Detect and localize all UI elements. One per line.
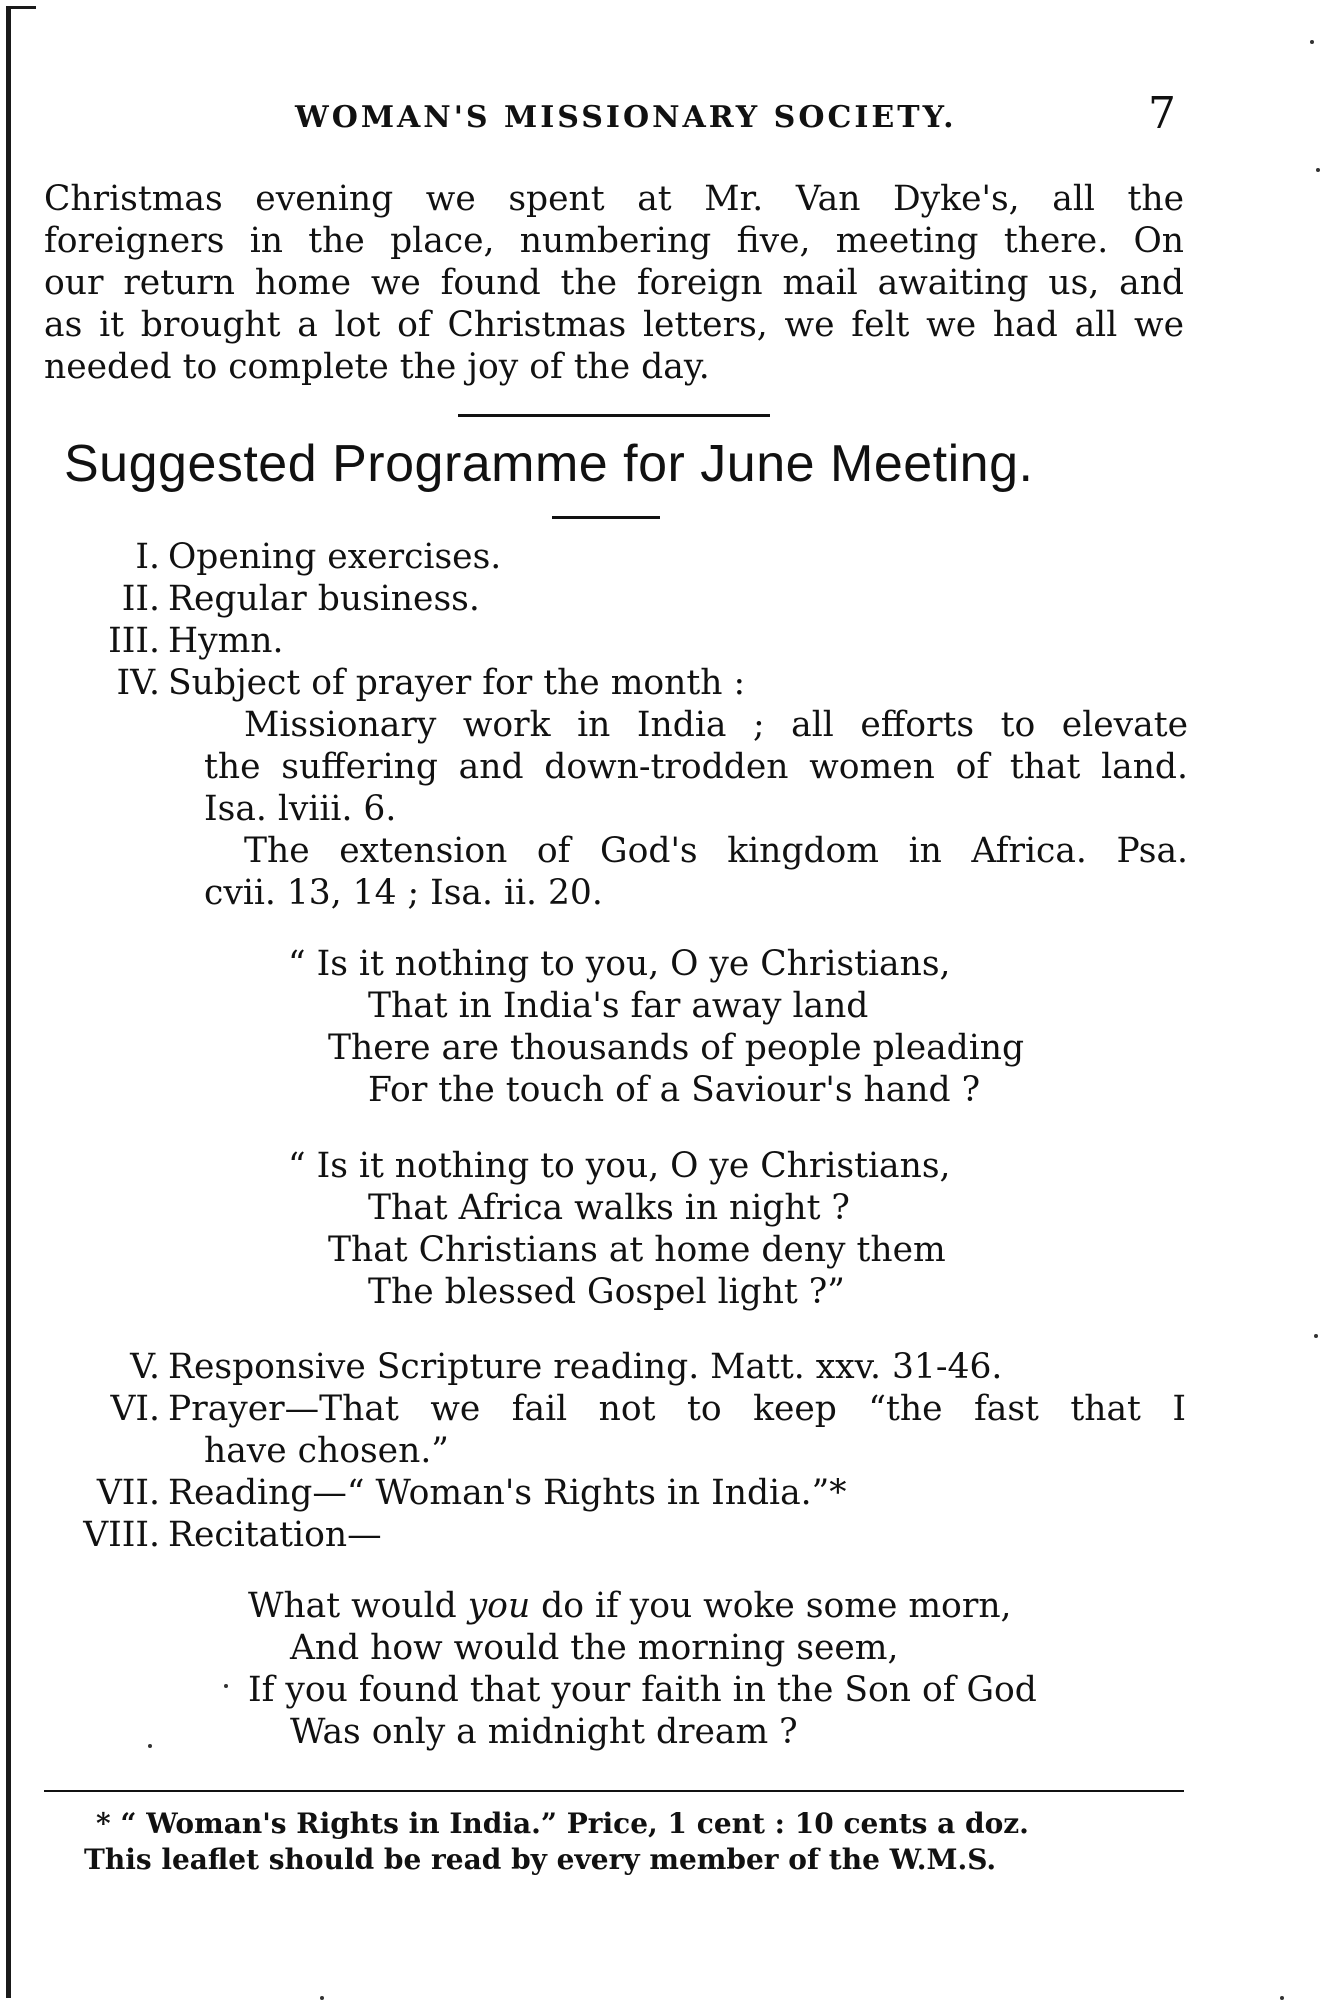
scan-speck [1280, 1996, 1284, 2000]
item-number: VI. [110, 1389, 160, 1429]
page-edge-shadow [6, 8, 11, 1998]
scan-speck [1316, 168, 1320, 172]
scan-speck [320, 1996, 324, 2000]
item-text: Prayer—That we fail not to keep “the fast that I [168, 1389, 1186, 1429]
recitation-line [248, 1586, 1012, 1628]
item-text: Recitation— [168, 1515, 382, 1555]
page-number: 7 [1148, 88, 1176, 139]
recitation-text: What would [248, 1586, 468, 1626]
prayer-subject-line: cvii. 13, 14 ; Isa. ii. 20. [204, 873, 603, 913]
intro-line: foreigners in the place, numbering five, meeting there. On [44, 221, 1184, 261]
recitation-line: If you found that your faith in the Son of God [248, 1670, 1037, 1710]
intro-line: our return home we found the foreign mail awaiting us, and [44, 263, 1184, 303]
prayer-subject-line: Missionary work in India ; all efforts to elevate [244, 705, 1188, 745]
poem-line: There are thousands of people pleading [328, 1028, 1025, 1068]
recitation-line: And how would the morning seem, [290, 1628, 899, 1668]
heading-underline [552, 516, 660, 519]
scan-speck [224, 1684, 228, 1688]
scan-speck [1314, 1334, 1318, 1338]
poem-line: “ Is it nothing to you, O ye Christians, [288, 944, 951, 984]
item-text: Hymn. [168, 621, 284, 661]
scan-speck [148, 1744, 152, 1748]
item-number: II. [121, 579, 160, 619]
footnote-line: This leaflet should be read by every member of the W.M.S. [84, 1843, 997, 1876]
footnote-line: * “ Woman's Rights in India.” Price, 1 cent : 10 cents a doz. [96, 1807, 1029, 1840]
section-divider [458, 414, 770, 417]
recitation-emphasis: you [467, 1586, 531, 1626]
poem-line: The blessed Gospel light ?” [368, 1272, 845, 1312]
intro-paragraph [44, 178, 1184, 388]
poem-line: “ Is it nothing to you, O ye Christians, [288, 1146, 951, 1186]
prayer-subject-line: The extension of God's kingdom in Africa. Psa. [244, 831, 1188, 871]
intro-line: needed to complete the joy of the day. [44, 347, 710, 387]
scan-speck [1310, 40, 1314, 44]
poem-line: For the touch of a Saviour's hand ? [368, 1070, 981, 1110]
recitation-line: Was only a midnight dream ? [290, 1712, 798, 1752]
item-text: Responsive Scripture reading. Matt. xxv. 31-46. [168, 1347, 1003, 1387]
item-number: III. [108, 621, 160, 661]
section-heading: Suggested Programme for June Meeting. [64, 435, 1034, 493]
item-number: V. [130, 1347, 160, 1387]
item-text: Opening exercises. [168, 537, 502, 577]
poem-line: That Christians at home deny them [328, 1230, 946, 1270]
page-header [0, 88, 1331, 148]
item-number: IV. [116, 663, 160, 703]
intro-line: as it brought a lot of Christmas letters, we felt we had all we [44, 305, 1184, 345]
poem-line: That Africa walks in night ? [368, 1188, 850, 1228]
prayer-subject-line: Isa. lviii. 6. [204, 789, 397, 829]
item-text: Subject of prayer for the month : [168, 663, 746, 703]
recitation-text: do if you woke some morn, [530, 1586, 1012, 1626]
item-number: VIII. [83, 1515, 160, 1555]
poem-line: That in India's far away land [368, 986, 869, 1026]
prayer-subject-line: the suffering and down-trodden women of that land. [204, 747, 1188, 787]
intro-line: Christmas evening we spent at Mr. Van Dyke's, all the [44, 179, 1184, 219]
item-text-continued: have chosen.” [204, 1431, 449, 1471]
item-text: Regular business. [168, 579, 480, 619]
running-title: WOMAN'S MISSIONARY SOCIETY. [295, 100, 957, 135]
page-corner-mark [6, 6, 36, 9]
item-number: VII. [96, 1473, 160, 1513]
footnote-rule [44, 1790, 1184, 1792]
item-number: I. [135, 537, 160, 577]
item-text: Reading—“ Woman's Rights in India.”* [168, 1473, 847, 1513]
